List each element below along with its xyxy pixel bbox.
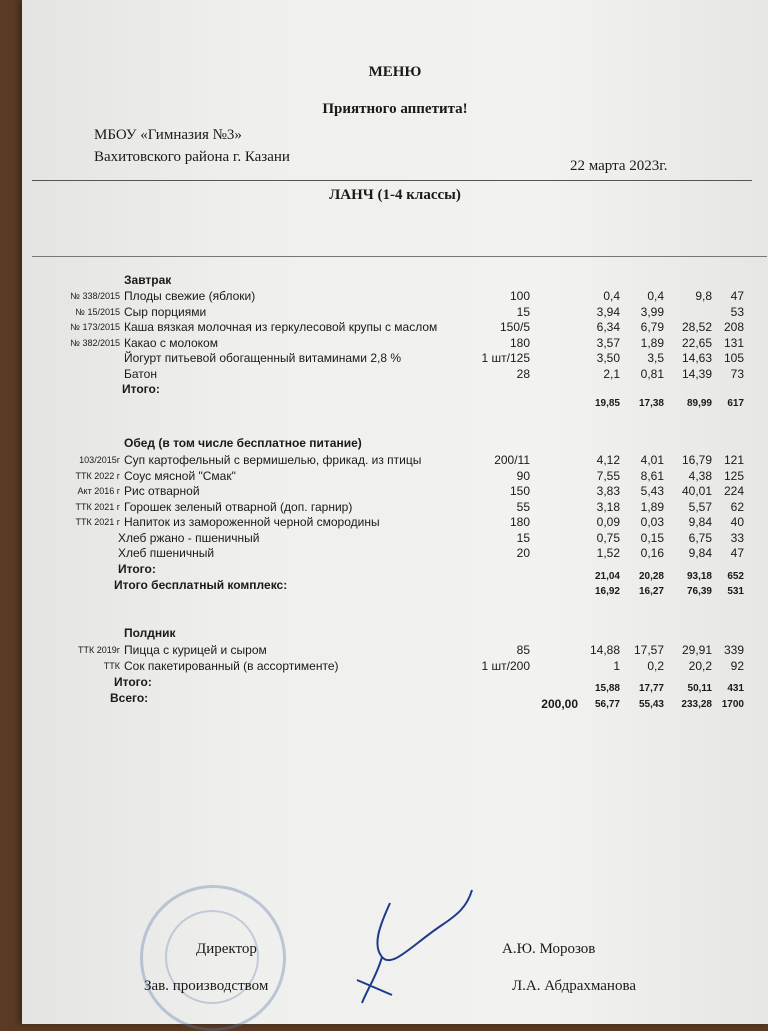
item-carbs: 29,91: [681, 643, 712, 657]
item-carbs: 6,75: [688, 530, 712, 545]
item-protein: 3,50: [596, 351, 620, 365]
item-name: Какао с молоком: [124, 335, 218, 350]
item-name: Соус мясной "Смак": [124, 468, 236, 483]
signature-name-director: А.Ю. Морозов: [502, 941, 596, 957]
item-protein: 4,12: [596, 453, 620, 467]
item-name: Каша вязкая молочная из геркулесовой крупы с маслом: [124, 320, 438, 334]
item-carbs: 9,8: [695, 289, 712, 303]
item-kcal: 105: [723, 351, 744, 365]
item-name: Хлеб ржано - пшеничный: [118, 530, 260, 545]
section-lunch-title: Обед (в том числе бесплатное питание): [124, 436, 362, 450]
grand-total-protein: 56,77: [594, 699, 620, 710]
item-portion: 28: [516, 366, 530, 381]
free-complex-total-carbs: 76,39: [686, 586, 712, 597]
snack-total-protein: 15,88: [594, 683, 620, 694]
item-carbs: 14,39: [681, 366, 712, 381]
section-title: ЛАНЧ (1-4 классы): [329, 187, 461, 203]
item-code: 103/2015г: [79, 455, 120, 465]
divider: [32, 180, 752, 181]
snack-total-kcal: 431: [727, 683, 744, 694]
organization-stamp: [140, 885, 286, 1031]
snack-total-fat: 17,77: [638, 683, 664, 694]
item-fat: 5,43: [640, 484, 664, 498]
signature-mark: [322, 885, 502, 1010]
org-line-1: МБОУ «Гимназия №3»: [94, 127, 242, 143]
item-fat: 3,99: [640, 304, 664, 319]
section-snack-title: Полдник: [124, 626, 176, 640]
lunch-total-kcal: 652: [727, 571, 744, 582]
item-kcal: 33: [730, 530, 744, 545]
item-portion: 100: [509, 289, 530, 303]
item-portion: 200/11: [494, 453, 530, 467]
item-fat: 0,15: [640, 530, 664, 545]
breakfast-total-protein: 19,85: [594, 398, 620, 409]
item-kcal: 47: [730, 546, 744, 560]
menu-date: 22 марта 2023г.: [570, 158, 668, 174]
lunch-total-carbs: 93,18: [686, 571, 712, 582]
breakfast-total-label: Итого:: [122, 382, 160, 396]
item-portion: 20: [516, 546, 530, 560]
item-kcal: 53: [730, 304, 744, 319]
item-fat: 17,57: [633, 643, 664, 657]
item-carbs: 14,63: [681, 351, 712, 365]
item-name: Батон: [124, 366, 157, 381]
item-kcal: 62: [730, 499, 744, 514]
item-name: Сок пакетированный (в ассортименте): [124, 659, 339, 673]
signature-name-production: Л.А. Абдрахманова: [512, 978, 636, 994]
item-carbs: 4,38: [688, 468, 712, 483]
item-carbs: 20,2: [688, 659, 712, 673]
signature-role-director: Директор: [196, 941, 257, 957]
item-portion: 55: [516, 499, 530, 514]
item-code: № 15/2015: [75, 306, 120, 317]
item-protein: 6,34: [596, 320, 620, 334]
free-complex-total-protein: 16,92: [594, 586, 620, 597]
item-protein: 3,94: [596, 304, 620, 319]
item-carbs: 40,01: [681, 484, 712, 498]
item-name: Сыр порциями: [124, 304, 207, 319]
item-carbs: 28,52: [681, 320, 712, 334]
item-name: Пицца с курицей и сыром: [124, 643, 267, 657]
item-protein: 3,83: [596, 484, 620, 498]
item-fat: 0,4: [647, 289, 664, 303]
item-kcal: 125: [723, 468, 744, 483]
item-name: Хлеб пшеничный: [118, 546, 215, 560]
item-fat: 4,01: [640, 453, 664, 467]
item-portion: 150/5: [499, 320, 530, 334]
item-portion: 15: [516, 530, 530, 545]
snack-total-label: Итого:: [114, 675, 152, 689]
item-name: Напиток из замороженной черной смородины: [124, 515, 380, 529]
item-fat: 3,5: [647, 351, 664, 365]
item-code: ТТК 2021 г: [75, 517, 120, 527]
free-complex-total-kcal: 531: [727, 586, 744, 597]
item-code: ТТК 2022 г: [75, 470, 120, 481]
item-code: ТТК: [103, 661, 120, 671]
item-portion: 1 шт/200: [481, 659, 530, 673]
grand-total-carbs: 233,28: [681, 699, 712, 710]
item-portion: 15: [516, 304, 530, 319]
item-protein: 7,55: [596, 468, 620, 483]
item-fat: 8,61: [640, 468, 664, 483]
breakfast-total-carbs: 89,99: [686, 398, 712, 409]
item-code: ТТК 2019г: [77, 645, 120, 655]
item-kcal: 121: [723, 453, 744, 467]
item-carbs: 22,65: [681, 335, 712, 350]
item-fat: 0,16: [640, 546, 664, 560]
lunch-total-fat: 20,28: [638, 571, 664, 582]
divider: [32, 256, 767, 257]
item-kcal: 224: [723, 484, 744, 498]
item-code: Акт 2016 г: [77, 486, 120, 496]
item-fat: 0,81: [640, 366, 664, 381]
item-kcal: 339: [723, 643, 744, 657]
item-carbs: 9,84: [688, 515, 712, 529]
item-protein: 14,88: [589, 643, 620, 657]
item-fat: 1,89: [640, 335, 664, 350]
item-fat: 0,03: [640, 515, 664, 529]
item-name: Йогурт питьевой обогащенный витаминами 2,8 %: [124, 351, 402, 365]
item-portion: 85: [516, 643, 530, 657]
item-kcal: 40: [730, 515, 744, 529]
grand-total-label: Всего:: [110, 691, 149, 705]
item-code: № 173/2015: [70, 322, 120, 332]
item-portion: 180: [509, 335, 530, 350]
lunch-total-protein: 21,04: [594, 571, 620, 582]
snack-total-carbs: 50,11: [687, 683, 712, 694]
page-title: МЕНЮ: [368, 64, 422, 80]
menu-sheet: [22, 0, 768, 1024]
item-name: Плоды свежие (яблоки): [124, 289, 256, 303]
item-fat: 1,89: [640, 499, 664, 514]
item-code: № 382/2015: [70, 337, 120, 348]
org-line-2: Вахитовского района г. Казани: [94, 149, 290, 165]
item-fat: 0,2: [647, 659, 664, 673]
page-subtitle: Приятного аппетита!: [322, 101, 468, 117]
item-protein: 0,09: [596, 515, 620, 529]
grand-total-kcal: 1700: [721, 699, 744, 710]
item-protein: 3,57: [596, 335, 620, 350]
free-complex-label: Итого бесплатный комплекс:: [114, 578, 288, 592]
signature-role-production: Зав. производством: [144, 978, 269, 994]
item-kcal: 208: [723, 320, 744, 334]
item-portion: 150: [509, 484, 530, 498]
item-fat: 6,79: [640, 320, 664, 334]
item-carbs: 9,84: [688, 546, 712, 560]
free-complex-total-fat: 16,27: [638, 586, 664, 597]
breakfast-total-fat: 17,38: [638, 398, 664, 409]
item-code: № 338/2015: [70, 291, 120, 301]
item-portion: 90: [516, 468, 530, 483]
item-protein: 0,75: [596, 530, 620, 545]
item-code: ТТК 2021 г: [75, 501, 120, 512]
item-name: Рис отварной: [124, 484, 200, 498]
item-protein: 3,18: [596, 499, 620, 514]
item-name: Горошек зеленый отварной (доп. гарнир): [124, 499, 353, 514]
section-breakfast-title: Завтрак: [124, 273, 172, 287]
item-kcal: 47: [730, 289, 744, 303]
item-carbs: 5,57: [688, 499, 712, 514]
grand-total-price: 200,00: [541, 697, 578, 711]
item-protein: 1: [613, 659, 620, 673]
item-portion: 1 шт/125: [481, 351, 530, 365]
item-kcal: 92: [730, 659, 744, 673]
item-portion: 180: [509, 515, 530, 529]
item-name: Суп картофельный с вермишелью, фрикад. из птицы: [124, 453, 422, 467]
item-protein: 0,4: [603, 289, 620, 303]
breakfast-total-kcal: 617: [727, 398, 744, 409]
item-carbs: 16,79: [681, 453, 712, 467]
item-kcal: 73: [730, 366, 744, 381]
grand-total-fat: 55,43: [638, 699, 664, 710]
item-protein: 2,1: [603, 366, 620, 381]
item-protein: 1,52: [596, 546, 620, 560]
lunch-total-label: Итого:: [118, 562, 156, 576]
item-kcal: 131: [723, 335, 744, 350]
